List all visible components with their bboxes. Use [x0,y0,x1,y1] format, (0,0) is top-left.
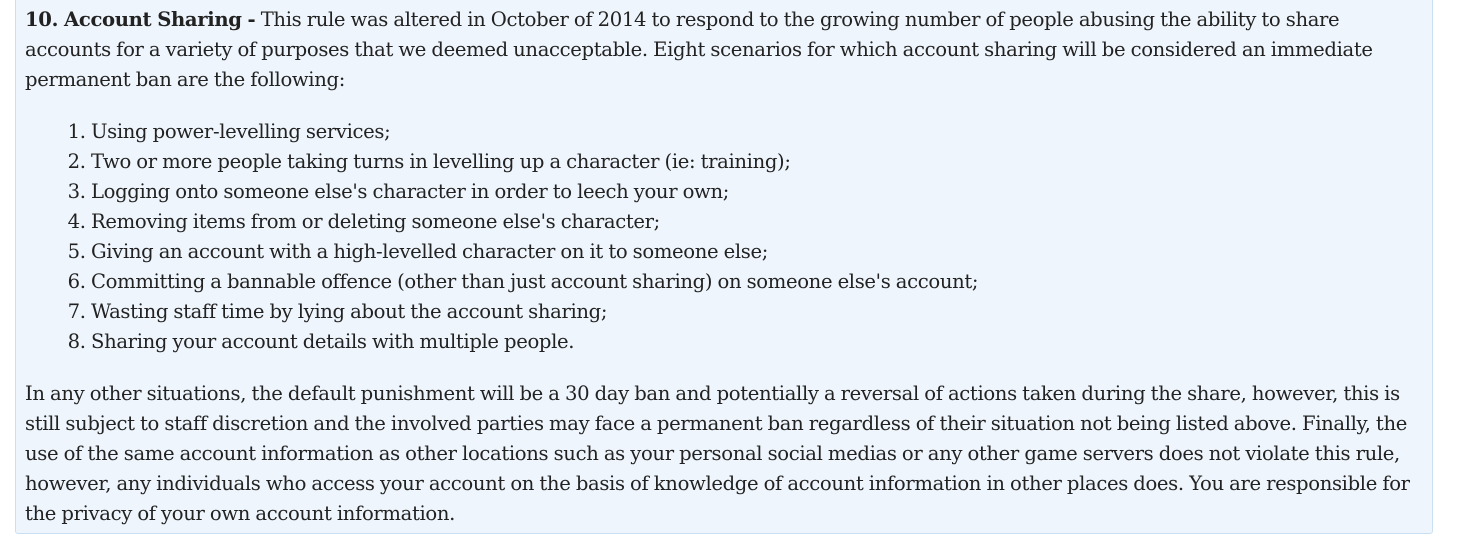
list-item: 3. Logging onto someone else's character in order to leech your own; [91,177,1432,207]
list-item: 8. Sharing your account details with multiple people. [91,327,1432,357]
list-item: 6. Committing a bannable offence (other than just account sharing) on someone else's account; [91,267,1432,297]
list-item: 5. Giving an account with a high-levelled character on it to someone else; [91,237,1432,267]
list-item: 7. Wasting staff time by lying about the account sharing; [91,297,1432,327]
rule-intro-text: This rule was altered in October of 2014 to respond to the growing number of people abusing the ability to share accounts for a variety of purposes that we deemed unacceptable. Eight scenarios for which account sharing will be considered an immediate permanent ban are the following: [25,8,1373,91]
list-item: 2. Two or more people taking turns in levelling up a character (ie: training); [91,147,1432,177]
scenario-list [25,117,1432,357]
rule-box [15,0,1433,534]
rule-intro-paragraph [25,5,1415,95]
list-item: 1. Using power-levelling services; [91,117,1432,147]
rule-title: 10. Account Sharing - [25,8,256,31]
list-item: 4. Removing items from or deleting someone else's character; [91,207,1432,237]
rule-outro-paragraph: In any other situations, the default punishment will be a 30 day ban and potentially a reversal of actions taken during the share, however, this is still subject to staff discretion and the involved parties may face a permanent ban regardless of their situation not being listed above. Finally, the use of the same account information as other locations such as your personal social medias or any other game servers does not violate this rule, however, any individuals who access your account on the basis of knowledge of account information in other places does. You are responsible for the privacy of your own account information. [25,382,1410,525]
